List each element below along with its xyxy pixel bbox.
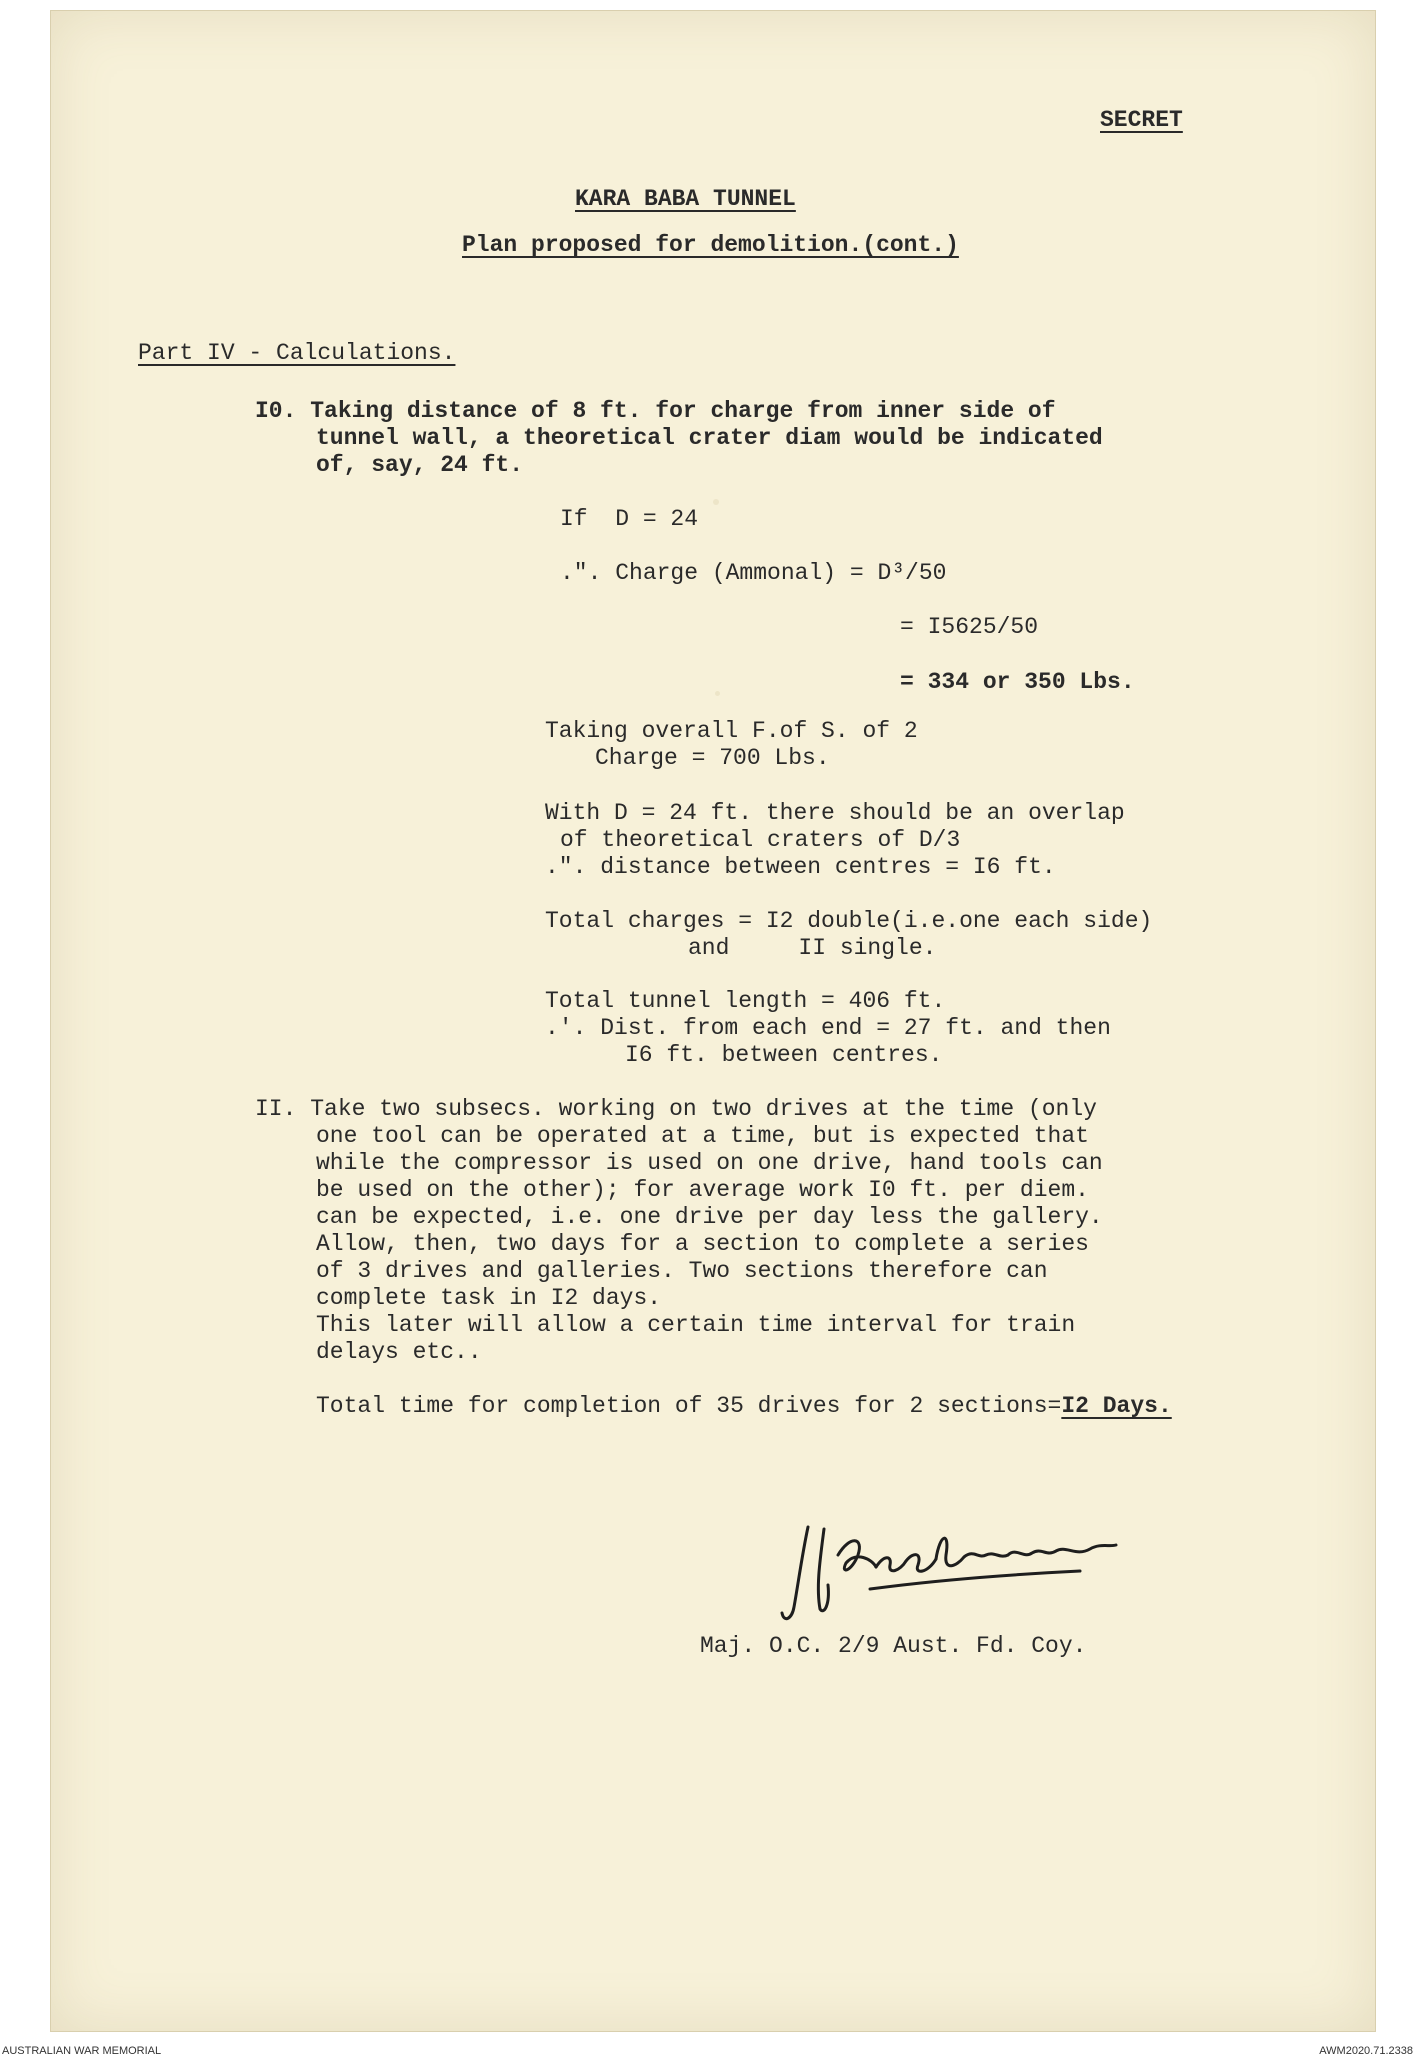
para11-line: of 3 drives and galleries. Two sections therefore can: [316, 1258, 1048, 1284]
overlap-line: .". distance between centres = I6 ft.: [545, 854, 1056, 880]
para11-line: complete task in I2 days.: [316, 1285, 662, 1311]
calc-charge: .". Charge (Ammonal) = D³/50: [560, 560, 947, 586]
total-time-line: [316, 1393, 1172, 1420]
factor-line: Charge = 700 Lbs.: [595, 745, 830, 771]
calc-if-d: If D = 24: [560, 506, 699, 532]
para11-line: be used on the other); for average work I0 ft. per diem.: [316, 1177, 1089, 1203]
para11-line: one tool can be operated at a time, but is expected that: [316, 1123, 1089, 1149]
para10-line: I0. Taking distance of 8 ft. for charge from inner side of: [255, 398, 1056, 424]
paper-mark: [715, 691, 720, 696]
para10-line: tunnel wall, a theoretical crater diam would be indicated: [316, 425, 1103, 451]
total-time-prefix: Total time for completion of 35 drives for 2 sections=: [316, 1393, 1062, 1419]
length-line: .'. Dist. from each end = 27 ft. and then: [545, 1015, 1111, 1041]
overlap-line: With D = 24 ft. there should be an overlap: [545, 800, 1125, 826]
para11-line: can be expected, i.e. one drive per day less the gallery.: [316, 1204, 1103, 1230]
factor-line: Taking overall F.of S. of 2: [545, 718, 918, 744]
document-subtitle: Plan proposed for demolition.(cont.): [462, 232, 959, 258]
document-title: KARA BABA TUNNEL: [575, 186, 796, 212]
footer-right: AWM2020.71.2338: [1319, 2045, 1413, 2057]
length-line: Total tunnel length = 406 ft.: [545, 988, 946, 1014]
totals-line: Total charges = I2 double(i.e.one each side): [545, 908, 1153, 934]
overlap-line: of theoretical craters of D/3: [560, 827, 961, 853]
para11-line: delays etc..: [316, 1339, 482, 1365]
para11-line: This later will allow a certain time interval for train: [316, 1312, 1076, 1338]
para11-line: while the compressor is used on one drive, hand tools can: [316, 1150, 1103, 1176]
para11-line: II. Take two subsecs. working on two drives at the time (only: [255, 1096, 1097, 1122]
classification-label: SECRET: [1100, 107, 1183, 133]
handwritten-signature: [780, 1515, 1140, 1635]
footer-left: AUSTRALIAN WAR MEMORIAL: [2, 2045, 162, 2057]
total-time-value: I2 Days.: [1061, 1393, 1172, 1419]
calc-eq1: = I5625/50: [900, 614, 1039, 640]
length-line: I6 ft. between centres.: [625, 1042, 943, 1068]
part-heading: Part IV - Calculations.: [138, 340, 456, 366]
calc-eq2: = 334 or 350 Lbs.: [900, 669, 1135, 695]
para10-line: of, say, 24 ft.: [316, 452, 524, 478]
paper-mark: [713, 499, 719, 505]
para11-line: Allow, then, two days for a section to complete a series: [316, 1231, 1089, 1257]
totals-line: and II single.: [688, 935, 937, 961]
signature-block: Maj. O.C. 2/9 Aust. Fd. Coy.: [700, 1633, 1087, 1659]
